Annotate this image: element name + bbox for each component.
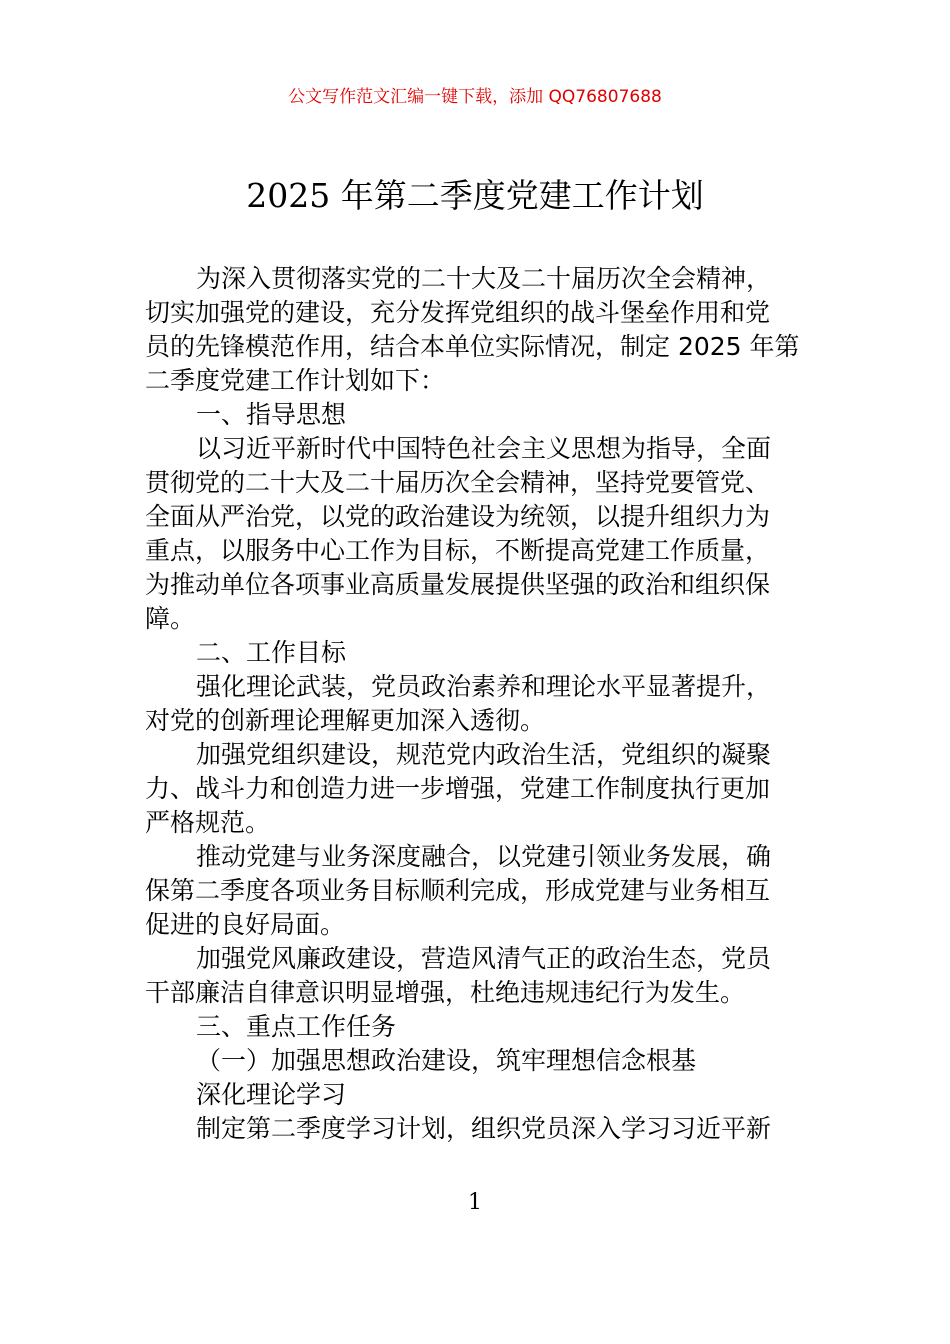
paragraph-line: 贯彻党的二十大及二十届历次全会精神，坚持党要管党、 <box>145 468 771 497</box>
paragraph-line: 二季度党建工作计划如下： <box>145 366 446 395</box>
paragraph-line: 强化理论武装，党员政治素养和理论水平显著提升， <box>196 672 772 701</box>
document-title: 2025 年第二季度党建工作计划 <box>246 176 704 215</box>
section-heading: 二、工作目标 <box>196 638 347 667</box>
paragraph-line: 加强党风廉政建设，营造风清气正的政治生态，党员 <box>196 944 772 973</box>
paragraph-line: 严格规范。 <box>145 808 271 837</box>
paragraph-line: 障。 <box>145 604 196 633</box>
paragraph-line: 制定第二季度学习计划，组织党员深入学习习近平新 <box>196 1114 772 1143</box>
item-heading: 深化理论学习 <box>196 1080 347 1109</box>
paragraph-line: 为深入贯彻落实党的二十大及二十届历次全会精神， <box>196 264 772 293</box>
paragraph-line: 力、战斗力和创造力进一步增强，党建工作制度执行更加 <box>145 774 771 803</box>
paragraph-line: 促进的良好局面。 <box>145 910 346 939</box>
header-ad-text: 公文写作范文汇编一键下载，添加 QQ76807688 <box>288 87 662 107</box>
paragraph-line: 员的先锋模范作用，结合本单位实际情况，制定 2025 年第 <box>145 332 800 361</box>
paragraph-line: 保第二季度各项业务目标顺利完成，形成党建与业务相互 <box>145 876 771 905</box>
paragraph-line: 重点，以服务中心工作为目标，不断提高党建工作质量， <box>145 536 771 565</box>
paragraph-line: 推动党建与业务深度融合，以党建引领业务发展，确 <box>196 842 772 871</box>
paragraph-line: 以习近平新时代中国特色社会主义思想为指导，全面 <box>196 434 772 463</box>
paragraph-line: 切实加强党的建设，充分发挥党组织的战斗堡垒作用和党 <box>145 298 771 327</box>
paragraph-line: 加强党组织建设，规范党内政治生活，党组织的凝聚 <box>196 740 772 769</box>
section-heading: 一、指导思想 <box>196 400 347 429</box>
document-body <box>145 262 813 1146</box>
subsection-heading: （一）加强思想政治建设，筑牢理想信念根基 <box>196 1046 697 1075</box>
paragraph-line: 全面从严治党，以党的政治建设为统领，以提升组织力为 <box>145 502 771 531</box>
paragraph-line: 干部廉洁自律意识明显增强，杜绝违规违纪行为发生。 <box>145 978 746 1007</box>
paragraph-line: 对党的创新理论理解更加深入透彻。 <box>145 706 546 735</box>
page-number: 1 <box>468 1190 482 1215</box>
section-heading: 三、重点工作任务 <box>196 1012 397 1041</box>
paragraph-line: 为推动单位各项事业高质量发展提供坚强的政治和组织保 <box>145 570 771 599</box>
